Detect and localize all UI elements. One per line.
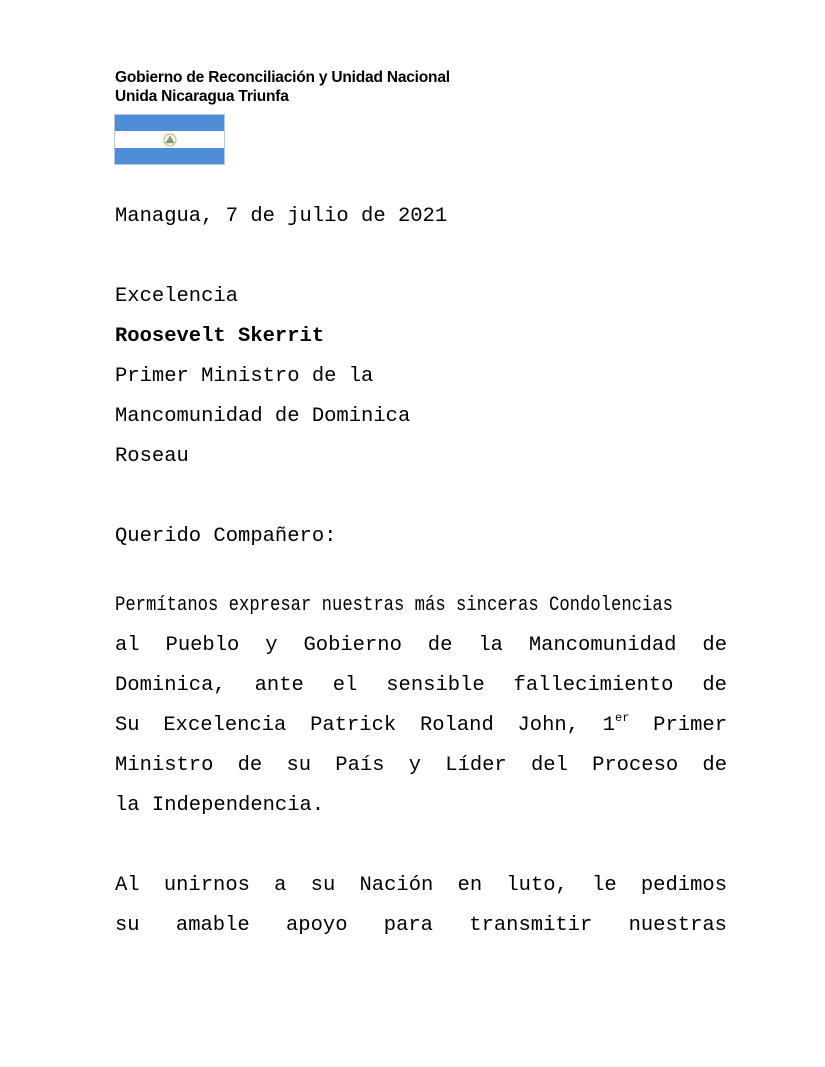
letter-date: Managua, 7 de julio de 2021	[115, 205, 448, 228]
paragraph-line: Al unirnos a su Nación en luto, le pedimos	[115, 874, 727, 897]
paragraph-line: al Pueblo y Gobierno de la Mancomunidad de	[115, 634, 727, 657]
ordinal-superscript: er	[615, 711, 630, 725]
nicaragua-flag-icon	[114, 114, 225, 165]
paragraph-line: su amable apoyo para transmitir nuestras	[115, 914, 727, 937]
recipient-city: Roseau	[115, 445, 189, 468]
paragraph-line	[115, 586, 727, 626]
paragraph-line-text: Su Excelencia Patrick Roland John, 1	[115, 714, 616, 737]
letterhead-slogan: Unida Nicaragua Triunfa	[115, 88, 289, 105]
condolence-paragraph	[115, 586, 727, 826]
support-paragraph	[115, 866, 727, 946]
letterhead	[115, 68, 450, 106]
paragraph-line-text: Primer	[629, 714, 727, 737]
recipient-title-line-2: Mancomunidad de Dominica	[115, 405, 411, 428]
recipient-honorific: Excelencia	[115, 285, 239, 308]
paragraph-line-text: Permítanos expresar nuestras más sinceras Condolencias	[115, 594, 674, 617]
recipient-title-line-1: Primer Ministro de la	[115, 365, 374, 388]
flag-bottom-band	[115, 148, 224, 164]
paragraph-line	[115, 706, 727, 746]
recipient-block	[115, 277, 410, 477]
salutation: Querido Compañero:	[115, 525, 337, 548]
letterhead-government-name: Gobierno de Reconciliación y Unidad Nacional	[115, 69, 450, 86]
paragraph-line: la Independencia.	[115, 794, 325, 817]
recipient-name: Roosevelt Skerrit	[115, 325, 325, 348]
paragraph-line: Ministro de su País y Líder del Proceso de	[115, 754, 727, 777]
flag-top-band	[115, 115, 224, 131]
paragraph-line: Dominica, ante el sensible fallecimiento de	[115, 674, 727, 697]
coat-of-arms-icon	[163, 133, 177, 147]
